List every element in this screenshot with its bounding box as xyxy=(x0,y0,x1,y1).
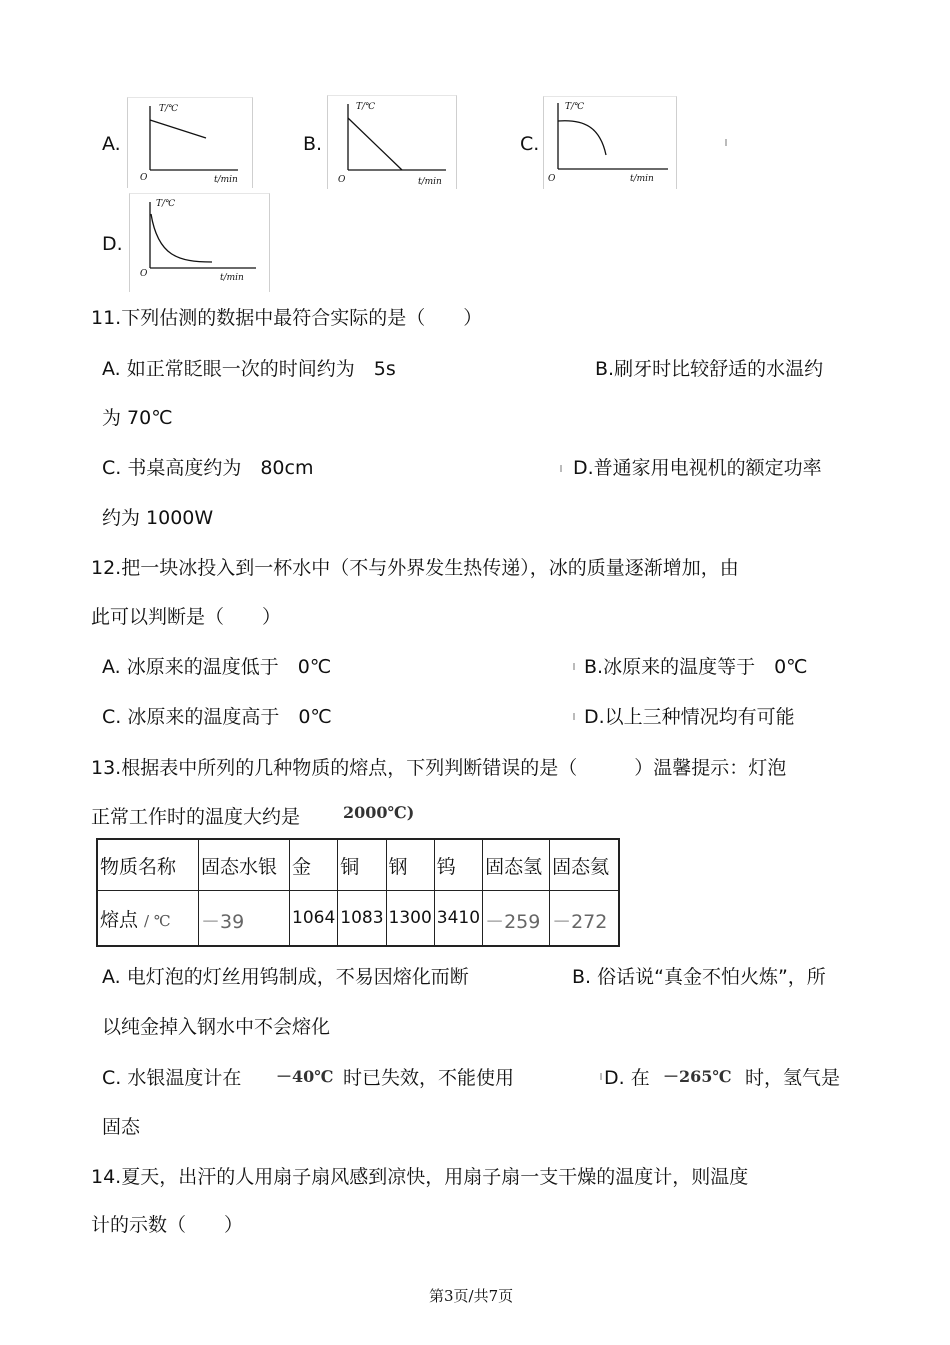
stray-mark xyxy=(725,139,727,146)
q13-option-b-cont: 以纯金掉入钢水中不会熔化 xyxy=(102,1016,331,1038)
graph-d-svg xyxy=(130,194,269,292)
table-row xyxy=(97,891,619,947)
graph-a xyxy=(127,97,253,188)
curve-d xyxy=(151,214,212,262)
q12-option-a: A. 冰原来的温度低于 0℃ xyxy=(102,656,332,678)
q13-option-d-cont: 时，氢气是 xyxy=(745,1067,841,1089)
q13-stem: 13.根据表中所列的几种物质的熔点，下列判断错误的是（ ）温馨提示：灯泡 xyxy=(91,757,787,779)
q13-temp-image: 2000℃) xyxy=(343,803,415,822)
x-axis-label: t/min xyxy=(220,273,244,283)
table-cell: 1064 xyxy=(290,891,338,947)
origin-label: O xyxy=(140,173,148,183)
curve-a xyxy=(150,120,206,138)
origin-label: O xyxy=(338,175,346,185)
q11-option-b: B.刷牙时比较舒适的水温约 xyxy=(595,358,824,380)
table-header-row xyxy=(97,839,619,891)
option-a-label: A. xyxy=(102,133,121,155)
stray-mark xyxy=(560,465,562,472)
graph-b-svg xyxy=(328,96,456,189)
q12-option-d: D.以上三种情况均有可能 xyxy=(584,706,795,728)
q12-stem: 12.把一块冰投入到一杯水中（不与外界发生热传递），冰的质量逐渐增加，由 xyxy=(91,557,739,579)
table-header-cell: 钢 xyxy=(386,839,434,891)
q13-option-b: B. 俗话说“真金不怕火炼”，所 xyxy=(572,966,826,988)
table-cell: －39 xyxy=(199,891,290,947)
option-d-label: D. xyxy=(102,233,123,255)
table-header-cell: 固态氢 xyxy=(483,839,550,891)
q13-option-d-temp: －265℃ xyxy=(663,1067,732,1086)
q11-option-a: A. 如正常眨眼一次的时间约为 5s xyxy=(102,358,396,380)
q13-option-d-cont2: 固态 xyxy=(102,1116,141,1138)
q11-stem: 11.下列估测的数据中最符合实际的是（ ） xyxy=(91,307,483,329)
option-c-label: C. xyxy=(520,133,540,155)
y-axis-label: T/℃ xyxy=(159,104,179,114)
y-axis-label: T/℃ xyxy=(156,199,176,209)
stray-mark xyxy=(573,713,575,720)
page-number: 第3页/共7页 xyxy=(429,1287,514,1305)
table-row-label: 熔点 / ℃ xyxy=(97,891,199,947)
option-b-label: B. xyxy=(303,133,323,155)
q13-option-c-cont: 时已失效，不能使用 xyxy=(343,1067,515,1089)
table-header-cell: 固态氦 xyxy=(550,839,620,891)
q11-option-d-cont: 约为 1000W xyxy=(102,507,214,529)
table-header-cell: 钨 xyxy=(434,839,482,891)
q11-option-d: D.普通家用电视机的额定功率 xyxy=(573,457,822,479)
stray-mark xyxy=(600,1073,602,1080)
origin-label: O xyxy=(548,174,556,184)
q14-stem-cont: 计的示数（ ） xyxy=(91,1214,244,1236)
q11-option-c: C. 书桌高度约为 80cm xyxy=(102,457,314,479)
table-header-cell: 铜 xyxy=(338,839,386,891)
table-cell: －259 xyxy=(483,891,550,947)
table-header-cell: 固态水银 xyxy=(199,839,290,891)
x-axis-label: t/min xyxy=(418,177,442,187)
q12-option-c: C. 冰原来的温度高于 0℃ xyxy=(102,706,332,728)
table-cell: 3410 xyxy=(434,891,482,947)
table-cell: 1083 xyxy=(338,891,386,947)
graph-c xyxy=(543,96,677,189)
y-axis-label: T/℃ xyxy=(356,102,376,112)
x-axis-label: t/min xyxy=(214,175,238,185)
unit-label: / ℃ xyxy=(144,911,171,930)
q11-option-b-cont: 为 70℃ xyxy=(102,407,173,429)
graph-b xyxy=(327,95,457,189)
graph-c-svg xyxy=(544,97,676,189)
table-header-cell: 金 xyxy=(290,839,338,891)
x-axis-label: t/min xyxy=(630,174,654,184)
graph-d xyxy=(129,193,270,292)
q13-option-a: A. 电灯泡的灯丝用钨制成，不易因熔化而断 xyxy=(102,966,469,988)
q13-option-c: C. 水银温度计在 xyxy=(102,1067,242,1089)
q13-option-c-temp: －40℃ xyxy=(276,1067,334,1086)
q14-stem: 14.夏天，出汗的人用扇子扇风感到凉快，用扇子扇一支干燥的温度计，则温度 xyxy=(91,1166,749,1188)
curve-b xyxy=(348,118,402,170)
melting-point-table xyxy=(96,838,620,947)
table-header-cell: 物质名称 xyxy=(97,839,199,891)
q13-stem-cont: 正常工作时的温度大约是 xyxy=(91,806,301,828)
q13-option-d: D. 在 xyxy=(604,1067,650,1089)
table-cell: 1300 xyxy=(386,891,434,947)
curve-c xyxy=(558,121,606,155)
table-cell: －272 xyxy=(550,891,620,947)
q12-option-b: B.冰原来的温度等于 0℃ xyxy=(584,656,808,678)
q12-stem-cont: 此可以判断是（ ） xyxy=(91,606,282,628)
stray-mark xyxy=(573,663,575,670)
y-axis-label: T/℃ xyxy=(565,102,585,112)
origin-label: O xyxy=(140,269,148,279)
graph-a-svg xyxy=(128,98,252,188)
